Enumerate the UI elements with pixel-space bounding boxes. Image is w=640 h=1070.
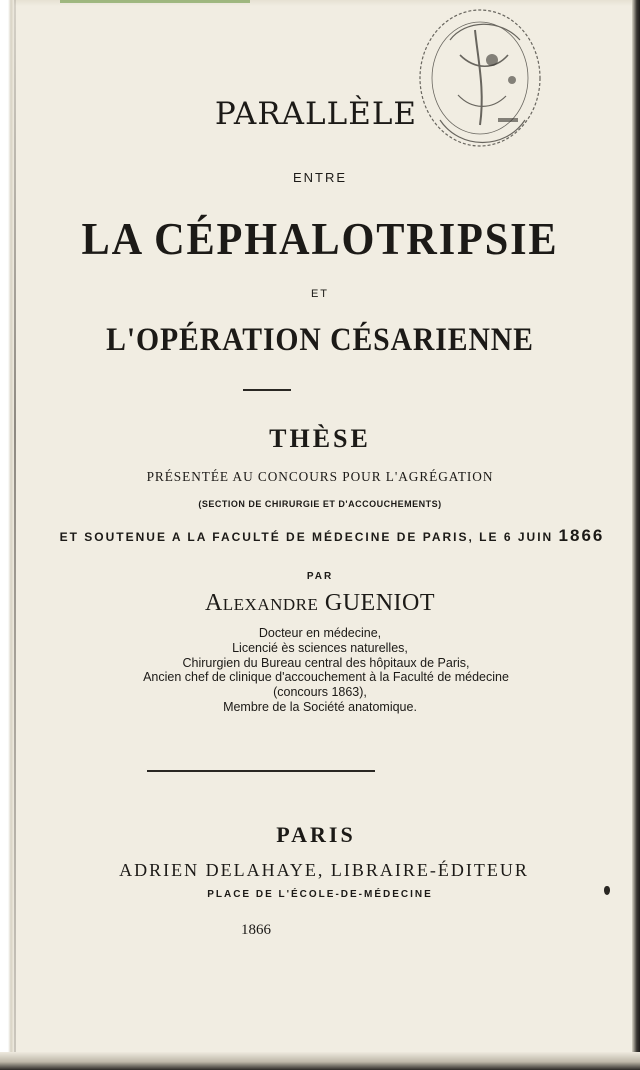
author-last-name: GUENIOT (324, 590, 436, 616)
author-name (0, 590, 640, 617)
subject-cephalotripsie: LA CÉPHALOTRIPSIE (81, 213, 559, 264)
credential-line: Chirurgien du Bureau central des hôpitaux de Paris, (182, 656, 470, 670)
divider-long (147, 770, 375, 772)
subject-operation-cesarienne: L'OPÉRATION CÉSARIENNE (106, 322, 534, 358)
title-parallele: PARALLÈLE (214, 96, 418, 132)
author-first-name: Alexandre (204, 590, 319, 616)
scan-edge-bottom (0, 1052, 640, 1070)
credential-line: Docteur en médecine, (258, 626, 382, 640)
section-line: (SECTION DE CHIRURGIE ET D'ACCOUCHEMENTS) (198, 499, 442, 509)
credential-line: Ancien chef de clinique d'accouchement à la Faculté de médecine (143, 670, 509, 684)
imprint-city: PARIS (276, 822, 356, 847)
defended-year: 1866 (558, 526, 605, 545)
credential-line: Membre de la Société anatomique. (223, 700, 417, 714)
imprint-year: 1866 (241, 922, 271, 938)
defended-text: ET SOUTENUE A LA FACULTÉ DE MÉDECINE DE PARIS, LE 6 JUIN (59, 530, 554, 544)
defended-line (12, 526, 640, 546)
divider-short (243, 389, 291, 391)
conjunction-et: ET (310, 288, 330, 300)
imprint-publisher: ADRIEN DELAHAYE, LIBRAIRE-ÉDITEUR (119, 860, 529, 880)
genre-these: THÈSE (269, 424, 371, 453)
by-par: PAR (306, 571, 334, 582)
connector-entre: ENTRE (292, 170, 348, 185)
presented-line: PRÉSENTÉE AU CONCOURS POUR L'AGRÉGATION (146, 470, 494, 485)
credential-line: (concours 1863), (273, 685, 367, 699)
imprint-address: PLACE DE L'ÉCOLE-DE-MÉDECINE (207, 889, 433, 900)
ink-spot-icon (604, 886, 610, 895)
library-stamp-icon (380, 0, 545, 160)
scan-edge-tint (60, 0, 250, 3)
credential-line: Licencié ès sciences naturelles, (232, 641, 408, 655)
